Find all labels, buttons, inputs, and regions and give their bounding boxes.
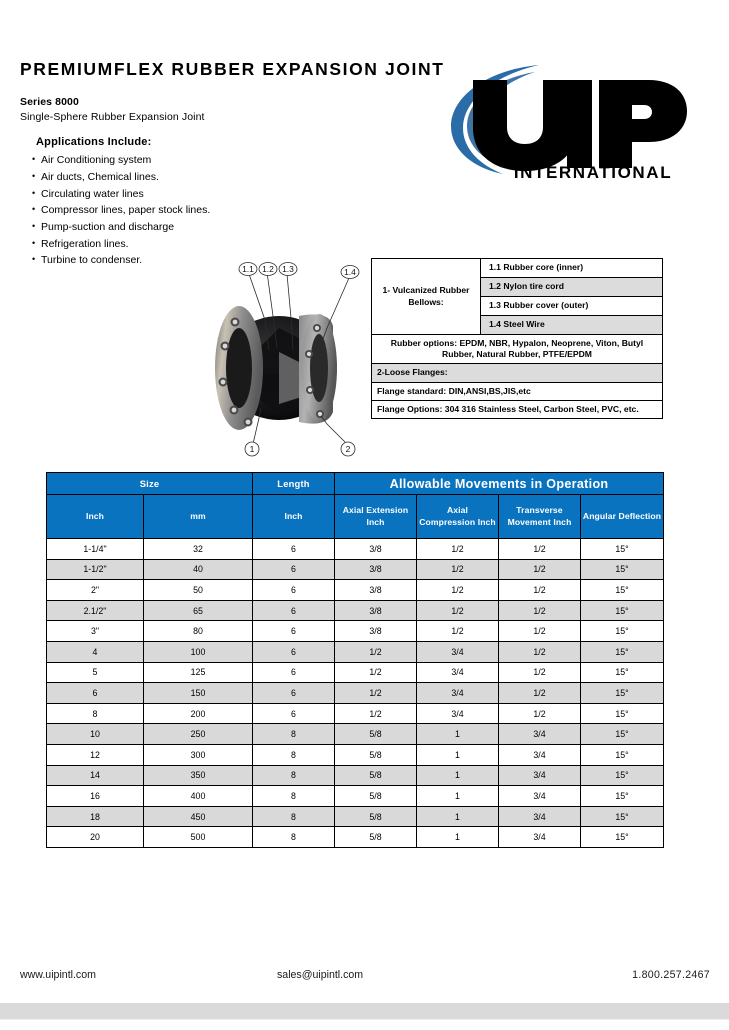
table-cell: 1/2 [499, 539, 581, 560]
size-movements-table [46, 472, 664, 848]
table-cell: 15° [581, 662, 664, 683]
rubber-options-note: Rubber options: EPDM, NBR, Hypalon, Neoprene, Viton, Butyl Rubber, Natural Rubber, PTFE/EPDM [372, 335, 663, 364]
table-cell: 15° [581, 765, 664, 786]
table-cell: 3/8 [335, 559, 417, 580]
column-header-transverse-movement: Transverse Movement Inch [499, 495, 581, 539]
table-cell: 1/2 [499, 580, 581, 601]
table-cell: 15° [581, 641, 664, 662]
table-cell: 6 [253, 641, 335, 662]
page-footer [20, 969, 710, 981]
table-cell: 250 [144, 724, 253, 745]
bellows-label: 1- Vulcanized Rubber Bellows: [372, 259, 481, 335]
table-cell: 400 [144, 786, 253, 807]
column-header-size-mm: mm [144, 495, 253, 539]
table-cell: 1/2 [335, 641, 417, 662]
table-body [47, 539, 664, 848]
table-cell: 6 [253, 621, 335, 642]
table-cell: 1/2 [417, 559, 499, 580]
logo-letter-i [567, 80, 592, 168]
table-row [47, 621, 664, 642]
table-cell: 1/2 [499, 559, 581, 580]
table-cell: 18 [47, 806, 144, 827]
table-cell: 1/2 [499, 703, 581, 724]
table-cell: 6 [253, 580, 335, 601]
table-row [47, 765, 664, 786]
table-cell: 150 [144, 683, 253, 704]
table-cell: 5/8 [335, 765, 417, 786]
table-cell: 80 [144, 621, 253, 642]
table-cell: 1/2 [499, 683, 581, 704]
product-photo [191, 258, 367, 460]
table-cell: 1 [417, 827, 499, 848]
table-row [47, 786, 664, 807]
table-cell: 1/2 [417, 539, 499, 560]
logo-letter-u [473, 80, 577, 171]
table-cell: 8 [47, 703, 144, 724]
list-item: • Refrigeration lines. [32, 236, 710, 253]
table-cell: 1 [417, 786, 499, 807]
table-cell: 8 [253, 827, 335, 848]
table-row [47, 559, 664, 580]
table-row [47, 683, 664, 704]
table-cell: 1-1/2" [47, 559, 144, 580]
table-cell: 12 [47, 744, 144, 765]
table-cell: 3" [47, 621, 144, 642]
table-cell: 15° [581, 600, 664, 621]
table-row [47, 827, 664, 848]
table-cell: 3/4 [417, 662, 499, 683]
table-row [47, 539, 664, 560]
table-cell: 5/8 [335, 827, 417, 848]
footer-phone[interactable]: 1.800.257.2467 [632, 969, 710, 981]
list-item: • Circulating water lines [32, 186, 710, 203]
table-cell: 1/2 [499, 621, 581, 642]
table-cell: 450 [144, 806, 253, 827]
list-item: • Compressor lines, paper stock lines. [32, 202, 710, 219]
table-cell: 3/8 [335, 600, 417, 621]
table-cell: 1/2 [335, 703, 417, 724]
table-row [47, 600, 664, 621]
table-cell: 1/2 [335, 683, 417, 704]
loose-flanges-label: 2-Loose Flanges: [372, 364, 663, 382]
table-cell: 6 [253, 600, 335, 621]
table-cell: 3/4 [499, 806, 581, 827]
table-cell: 1 [417, 724, 499, 745]
table-cell: 1 [417, 806, 499, 827]
table-cell: 3/8 [335, 539, 417, 560]
table-cell: 8 [253, 744, 335, 765]
table-cell: 1/2 [417, 600, 499, 621]
table-cell: 8 [253, 765, 335, 786]
table-cell: 15° [581, 539, 664, 560]
header-group-size: Size [47, 473, 253, 495]
table-cell: 65 [144, 600, 253, 621]
logo-subtext: INTERNATIONAL [513, 163, 673, 180]
table-cell: 6 [253, 539, 335, 560]
flange-options-row: Flange Options: 304 316 Stainless Steel, Carbon Steel, PVC, etc. [372, 400, 663, 418]
table-cell: 6 [253, 703, 335, 724]
bellows-item-steel-wire: 1.4 Steel Wire [481, 316, 663, 335]
flange-standard-row: Flange standard: DIN,ANSI,BS,JIS,etc [372, 382, 663, 400]
table-cell: 1/2 [335, 662, 417, 683]
table-cell: 2.1/2" [47, 600, 144, 621]
bellows-item-nylon-tire-cord: 1.2 Nylon tire cord [481, 278, 663, 297]
table-cell: 15° [581, 621, 664, 642]
column-header-axial-extension: Axial Extension Inch [335, 495, 417, 539]
table-row [372, 382, 663, 400]
table-row [372, 364, 663, 382]
list-item: • Air ducts, Chemical lines. [32, 169, 710, 186]
table-row [47, 703, 664, 724]
table-cell: 6 [253, 559, 335, 580]
header-group-allowable-movements: Allowable Movements in Operation [335, 473, 664, 495]
list-item: • Air Conditioning system [32, 152, 710, 169]
table-cell: 3/4 [417, 703, 499, 724]
table-cell: 15° [581, 724, 664, 745]
table-cell: 15° [581, 827, 664, 848]
table-cell: 5/8 [335, 786, 417, 807]
table-cell: 1/2 [417, 580, 499, 601]
table-cell: 3/4 [417, 641, 499, 662]
column-header-axial-compression: Axial Compression Inch [417, 495, 499, 539]
table-row [47, 744, 664, 765]
table-cell: 300 [144, 744, 253, 765]
table-cell: 14 [47, 765, 144, 786]
table-cell: 3/4 [499, 724, 581, 745]
table-cell: 8 [253, 724, 335, 745]
table-cell: 5/8 [335, 744, 417, 765]
callout-1-2: 1.2 [262, 264, 274, 274]
table-cell: 15° [581, 703, 664, 724]
series-subtitle: Single-Sphere Rubber Expansion Joint [20, 111, 205, 124]
table-cell: 6 [253, 683, 335, 704]
table-cell: 4 [47, 641, 144, 662]
table-cell: 50 [144, 580, 253, 601]
table-cell: 32 [144, 539, 253, 560]
table-cell: 6 [253, 662, 335, 683]
table-cell: 3/4 [417, 683, 499, 704]
table-cell: 350 [144, 765, 253, 786]
list-item: • Pump-suction and discharge [32, 219, 710, 236]
table-cell: 1/2 [499, 641, 581, 662]
applications-heading: Applications Include: [36, 136, 152, 149]
components-spec-table [371, 258, 663, 419]
table-cell: 3/4 [499, 765, 581, 786]
table-row [47, 580, 664, 601]
table-cell: 1 [417, 765, 499, 786]
table-cell: 6 [47, 683, 144, 704]
table-cell: 1/2 [499, 662, 581, 683]
table-cell: 3/4 [499, 827, 581, 848]
table-cell: 10 [47, 724, 144, 745]
table-cell: 500 [144, 827, 253, 848]
column-header-size-inch: Inch [47, 495, 144, 539]
column-header-angular-deflection: Angular Deflection [581, 495, 664, 539]
footer-website[interactable]: www.uipintl.com [20, 969, 96, 981]
footer-email[interactable]: sales@uipintl.com [277, 969, 364, 981]
callout-2: 2 [345, 444, 351, 454]
table-cell: 3/8 [335, 621, 417, 642]
table-cell: 16 [47, 786, 144, 807]
table-cell: 200 [144, 703, 253, 724]
table-cell: 15° [581, 683, 664, 704]
table-cell: 5 [47, 662, 144, 683]
logo-letter-p [599, 80, 687, 168]
table-cell: 15° [581, 559, 664, 580]
bellows-item-rubber-core: 1.1 Rubber core (inner) [481, 259, 663, 278]
table-row [372, 335, 663, 364]
bottom-band [0, 1003, 729, 1020]
table-row [47, 662, 664, 683]
table-row [372, 259, 663, 278]
table-cell: 8 [253, 786, 335, 807]
table-cell: 40 [144, 559, 253, 580]
uip-international-logo [447, 62, 695, 180]
table-row [372, 400, 663, 418]
table-cell: 5/8 [335, 724, 417, 745]
table-row [47, 806, 664, 827]
table-row [47, 724, 664, 745]
table-cell: 15° [581, 786, 664, 807]
callout-1-4: 1.4 [344, 267, 356, 277]
table-header-group-row [47, 473, 664, 495]
table-header-row [47, 495, 664, 539]
table-cell: 8 [253, 806, 335, 827]
series-label: Series 8000 [20, 96, 79, 109]
column-header-length-inch: Inch [253, 495, 335, 539]
bellows-item-rubber-cover: 1.3 Rubber cover (outer) [481, 297, 663, 316]
table-cell: 15° [581, 744, 664, 765]
callout-1-1: 1.1 [242, 264, 254, 274]
table-cell: 1/2 [499, 600, 581, 621]
table-cell: 2" [47, 580, 144, 601]
table-cell: 15° [581, 806, 664, 827]
table-cell: 1-1/4" [47, 539, 144, 560]
table-cell: 1/2 [417, 621, 499, 642]
page-title: PREMIUMFLEX RUBBER EXPANSION JOINT [20, 59, 445, 79]
table-cell: 1 [417, 744, 499, 765]
callout-1: 1 [249, 444, 255, 454]
table-cell: 100 [144, 641, 253, 662]
table-cell: 5/8 [335, 806, 417, 827]
table-cell: 125 [144, 662, 253, 683]
table-row [47, 641, 664, 662]
table-cell: 3/8 [335, 580, 417, 601]
header-group-length: Length [253, 473, 335, 495]
table-cell: 3/4 [499, 786, 581, 807]
callout-1-3: 1.3 [282, 264, 294, 274]
table-cell: 15° [581, 580, 664, 601]
table-cell: 20 [47, 827, 144, 848]
list-item: • Turbine to condenser. [32, 252, 710, 269]
table-cell: 3/4 [499, 744, 581, 765]
